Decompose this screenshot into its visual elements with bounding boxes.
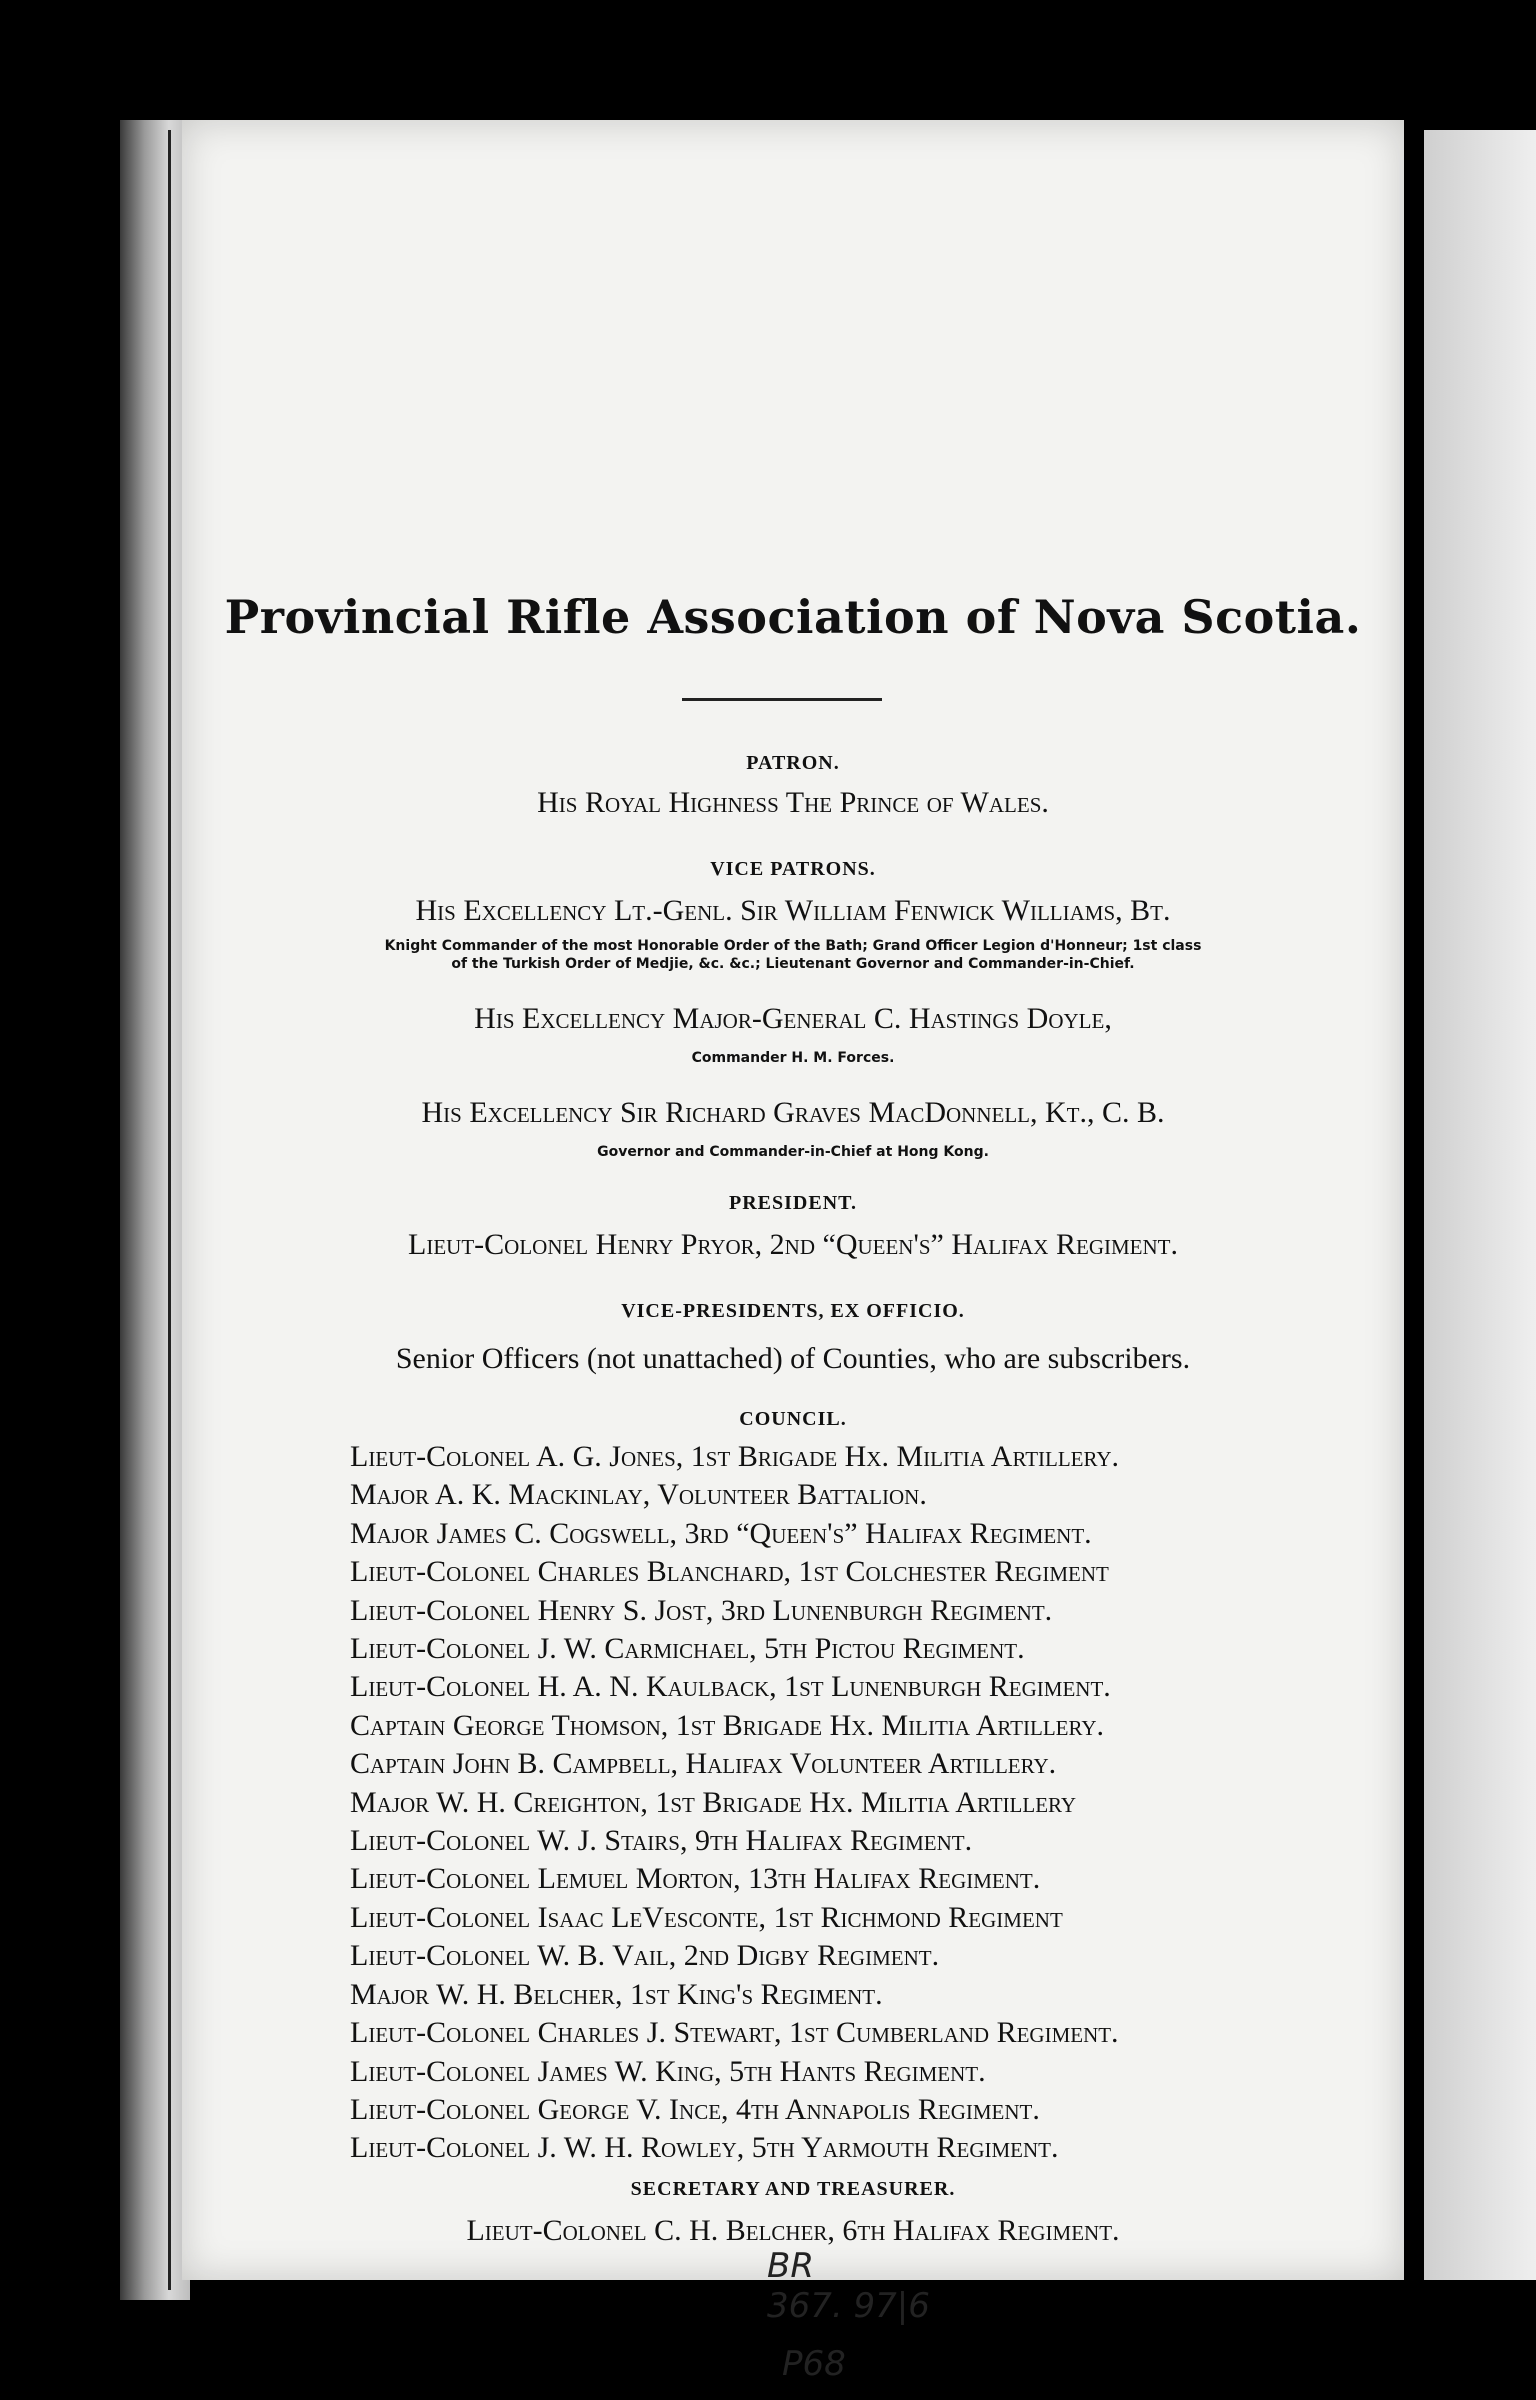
vice-patron-williams-note-1: Knight Commander of the most Honorable Order of the Bath; Grand Officer Legion d'Honneur; 1st class [384, 938, 1202, 954]
vice-patrons-heading: VICE PATRONS. [710, 858, 876, 880]
spine-line [168, 130, 171, 2290]
council-member: Lieut-Colonel J. W. Carmichael, 5th Pictou Regiment. [350, 1632, 1025, 1666]
vice-patron-doyle-note: Commander H. M. Forces. [691, 1050, 895, 1066]
council-member: Lieut-Colonel Lemuel Morton, 13th Halifax Regiment. [350, 1862, 1041, 1896]
council-member: Major A. K. Mackinlay, Volunteer Battalion. [350, 1478, 927, 1512]
book-left-edge [120, 120, 190, 2300]
council-member: Lieut-Colonel A. G. Jones, 1st Brigade Hx. Militia Artillery. [350, 1440, 1120, 1473]
council-member: Major W. H. Belcher, 1st King's Regiment. [350, 1977, 883, 2011]
vice-patron-doyle: His Excellency Major-General C. Hastings Doyle, [474, 1002, 1112, 1035]
document-page [182, 120, 1404, 2384]
council-member: Lieut-Colonel Isaac LeVesconte, 1st Richmond Regiment [350, 1900, 1063, 1934]
shelfmark-line-1: BR [767, 2246, 814, 2286]
adjacent-page-edge [1424, 130, 1536, 2280]
patron-heading: PATRON. [746, 752, 840, 774]
president-heading: PRESIDENT. [729, 1192, 857, 1214]
council-member: Lieut-Colonel W. B. Vail, 2nd Digby Regiment. [350, 1939, 940, 1973]
council-member: Lieut-Colonel W. J. Stairs, 9th Halifax Regiment. [350, 1824, 973, 1858]
page-title: Provincial Rifle Association of Nova Scotia. [224, 590, 1362, 644]
council-member: Major W. H. Creighton, 1st Brigade Hx. Militia Artillery [350, 1785, 1077, 1819]
secretary-heading: SECRETARY AND TREASURER. [630, 2178, 956, 2200]
council-member: Lieut-Colonel Charles Blanchard, 1st Colchester Regiment [350, 1555, 1109, 1589]
patron-line: His Royal Highness The Prince of Wales. [537, 786, 1049, 819]
president-line: Lieut-Colonel Henry Pryor, 2nd “Queen's” Halifax Regiment. [408, 1228, 1178, 1261]
council-member: Lieut-Colonel Henry S. Jost, 3rd Lunenburgh Regiment. [350, 1593, 1053, 1627]
vice-presidents-line: Senior Officers (not unattached) of Counties, who are subscribers. [395, 1342, 1191, 1375]
council-member: Major James C. Cogswell, 3rd “Queen's” Halifax Regiment. [350, 1516, 1092, 1550]
council-member: Captain George Thomson, 1st Brigade Hx. Militia Artillery. [350, 1708, 1104, 1742]
council-member: Lieut-Colonel George V. Ince, 4th Annapolis Regiment. [350, 2092, 1040, 2126]
vice-patron-williams: His Excellency Lt.-Genl. Sir William Fenwick Williams, Bt. [415, 894, 1171, 927]
council-member: Lieut-Colonel Charles J. Stewart, 1st Cumberland Regiment. [350, 2016, 1119, 2050]
shelfmark-line-2: 367. 97|6 [767, 2286, 930, 2326]
vice-patron-macdonnell-note: Governor and Commander-in-Chief at Hong Kong. [597, 1144, 989, 1160]
secretary-line: Lieut-Colonel C. H. Belcher, 6th Halifax Regiment. [466, 2214, 1120, 2247]
vice-patron-williams-note-2: of the Turkish Order of Medjie, &c. &c.; Lieutenant Governor and Commander-in-Chief. [451, 956, 1135, 972]
council-member: Lieut-Colonel James W. King, 5th Hants Regiment. [350, 2054, 986, 2088]
council-member: Lieut-Colonel J. W. H. Rowley, 5th Yarmouth Regiment. [350, 2131, 1059, 2165]
council-member: Lieut-Colonel H. A. N. Kaulback, 1st Lunenburgh Regiment. [350, 1670, 1111, 1704]
council-member: Captain John B. Campbell, Halifax Volunteer Artillery. [350, 1747, 1057, 1781]
council-list [350, 1438, 1390, 2168]
vice-presidents-heading: VICE-PRESIDENTS, EX OFFICIO. [621, 1300, 965, 1322]
title-rule [682, 698, 882, 701]
shelfmark-line-3: P68 [782, 2344, 846, 2384]
council-heading: COUNCIL. [739, 1408, 847, 1430]
vice-patron-macdonnell: His Excellency Sir Richard Graves MacDonnell, Kt., C. B. [421, 1096, 1165, 1129]
